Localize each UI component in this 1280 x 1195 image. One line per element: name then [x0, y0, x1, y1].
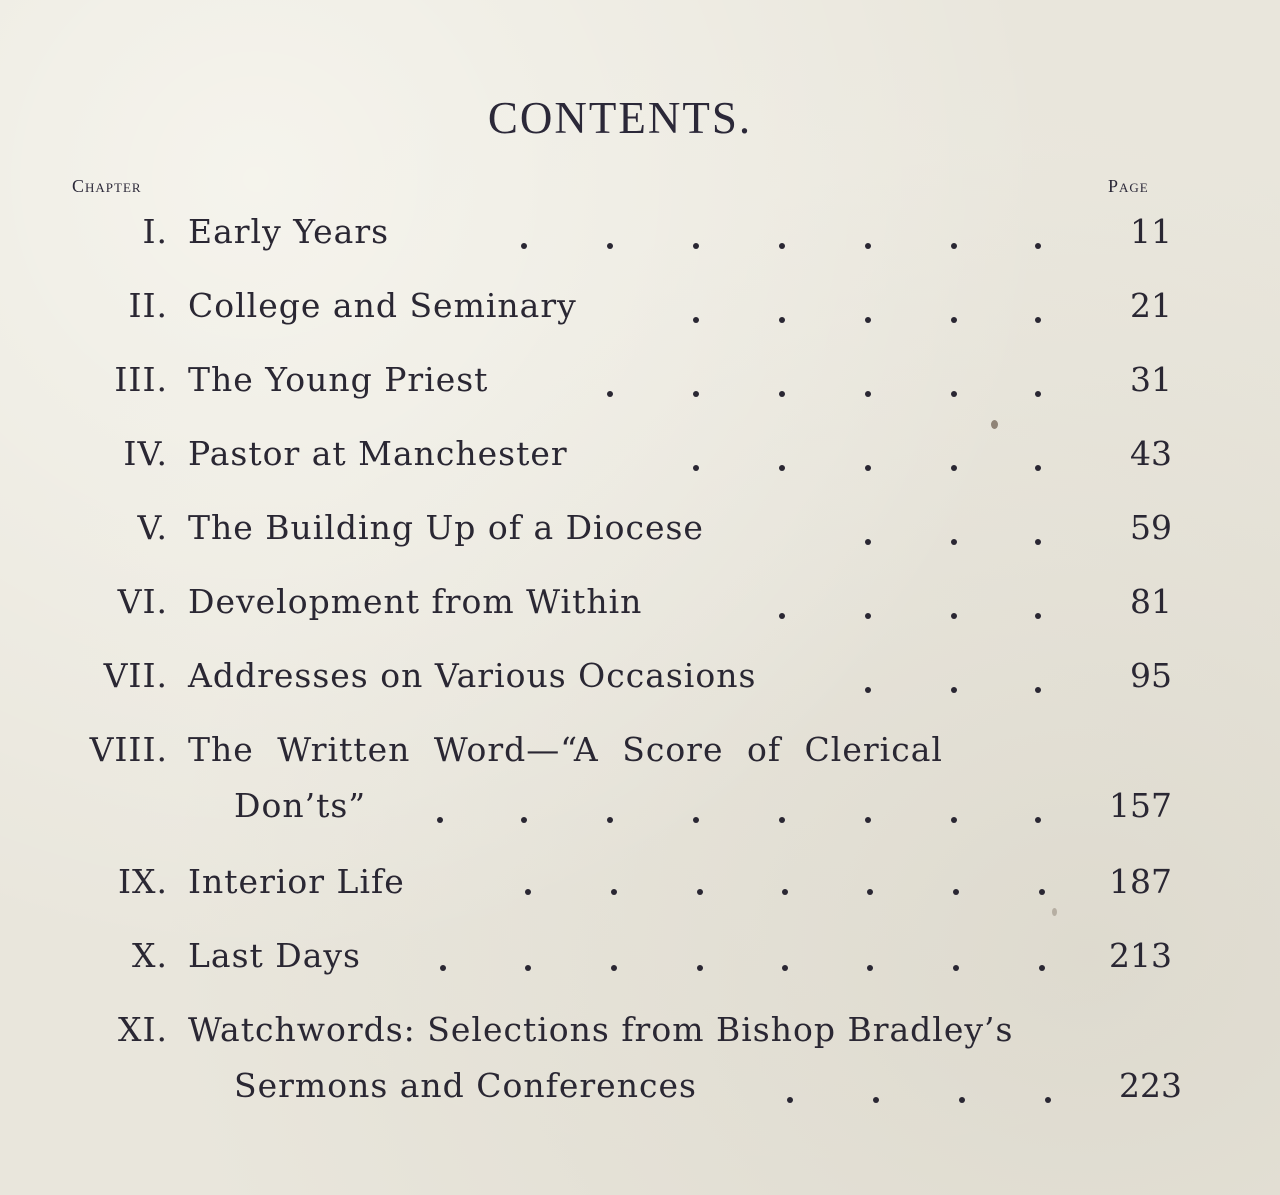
page-number: 11 — [1130, 212, 1172, 251]
leader-dot — [782, 965, 788, 971]
page-number: 43 — [1130, 434, 1172, 473]
leader-dot — [1035, 391, 1041, 397]
chapter-column-header: Chapter — [72, 176, 142, 196]
leader-dot — [693, 391, 699, 397]
chapter-title: Early Years — [188, 212, 390, 251]
chapter-numeral: VII. — [103, 656, 168, 695]
leader-dot — [611, 889, 617, 895]
leader-dot — [693, 465, 699, 471]
leader-dot — [959, 1097, 965, 1103]
chapter-title: Watchwords: Selections from Bishop Bradley’s — [188, 1010, 1014, 1049]
leader-dot — [1035, 317, 1041, 323]
chapter-title: Pastor at Manchester — [188, 434, 568, 473]
leader-dot — [440, 965, 446, 971]
chapter-numeral: V. — [137, 508, 168, 547]
leader-dot — [951, 817, 957, 823]
page-number: 95 — [1130, 656, 1172, 695]
leader-dot — [787, 1097, 793, 1103]
leader-dot — [951, 465, 957, 471]
leader-dot — [607, 391, 613, 397]
chapter-title: The Young Priest — [188, 360, 489, 399]
page-number: 213 — [1109, 936, 1172, 975]
leader-dot — [521, 243, 527, 249]
leader-dot — [951, 317, 957, 323]
chapter-numeral: X. — [132, 936, 168, 975]
leader-dot — [951, 243, 957, 249]
leader-dot — [867, 965, 873, 971]
leader-dot — [865, 817, 871, 823]
toc-entry[interactable] — [0, 360, 1280, 420]
toc-entry[interactable] — [0, 656, 1280, 716]
leader-dot — [697, 965, 703, 971]
toc-entry[interactable] — [0, 730, 1280, 840]
chapter-numeral: II. — [128, 286, 168, 325]
page-number: 81 — [1130, 582, 1172, 621]
page-number: 157 — [1109, 786, 1172, 825]
leader-dot — [951, 613, 957, 619]
leader-dot — [779, 317, 785, 323]
leader-dot — [951, 687, 957, 693]
toc-entry[interactable] — [0, 212, 1280, 272]
leader-dot — [693, 317, 699, 323]
page-column-header: Page — [1108, 176, 1149, 196]
chapter-title: Interior Life — [188, 862, 405, 901]
leader-dot — [1035, 243, 1041, 249]
toc-entry[interactable] — [0, 862, 1280, 922]
leader-dot — [865, 613, 871, 619]
leader-dot — [1035, 539, 1041, 545]
paper-speck — [1052, 908, 1057, 916]
chapter-numeral: IV. — [123, 434, 168, 473]
chapter-title: The Written Word—“A Score of Clerical — [188, 730, 943, 769]
leader-dot — [951, 391, 957, 397]
chapter-numeral: III. — [114, 360, 168, 399]
leader-dot — [1035, 465, 1041, 471]
chapter-numeral: XI. — [117, 1010, 168, 1049]
leader-dot — [779, 465, 785, 471]
page-number: 31 — [1130, 360, 1172, 399]
page-number: 223 — [1119, 1066, 1182, 1105]
chapter-numeral: VI. — [117, 582, 168, 621]
chapter-numeral: I. — [142, 212, 168, 251]
leader-dot — [867, 889, 873, 895]
leader-dot — [782, 889, 788, 895]
leader-dot — [525, 965, 531, 971]
leader-dot — [437, 817, 443, 823]
leader-dot — [1035, 687, 1041, 693]
leader-dot — [779, 613, 785, 619]
chapter-title: Last Days — [188, 936, 361, 975]
leader-dot — [611, 965, 617, 971]
chapter-numeral: IX. — [117, 862, 168, 901]
page-number: 21 — [1130, 286, 1172, 325]
chapter-title: College and Seminary — [188, 286, 577, 325]
leader-dot — [953, 965, 959, 971]
chapter-title-continued: Don’ts” — [234, 786, 367, 825]
toc-entry[interactable] — [0, 286, 1280, 346]
toc-entry[interactable] — [0, 434, 1280, 494]
leader-dot — [865, 539, 871, 545]
leader-dot — [1039, 889, 1045, 895]
chapter-title-continued: Sermons and Conferences — [234, 1066, 697, 1105]
page-number: 59 — [1130, 508, 1172, 547]
chapter-title: Addresses on Various Occasions — [188, 656, 757, 695]
leader-dot — [865, 243, 871, 249]
leader-dot — [779, 391, 785, 397]
toc-entry[interactable] — [0, 508, 1280, 568]
leader-dot — [865, 687, 871, 693]
leader-dot — [779, 817, 785, 823]
leader-dot — [693, 243, 699, 249]
leader-dot — [1035, 613, 1041, 619]
chapter-title: The Building Up of a Diocese — [188, 508, 704, 547]
toc-entry[interactable] — [0, 936, 1280, 996]
leader-dot — [873, 1097, 879, 1103]
leader-dot — [1039, 965, 1045, 971]
page-title: CONTENTS. — [487, 93, 753, 143]
leader-dot — [607, 817, 613, 823]
leader-dot — [865, 317, 871, 323]
leader-dot — [521, 817, 527, 823]
paper-speck — [991, 420, 998, 429]
leader-dot — [865, 465, 871, 471]
leader-dot — [1045, 1097, 1051, 1103]
leader-dot — [607, 243, 613, 249]
page-number: 187 — [1109, 862, 1172, 901]
toc-entry[interactable] — [0, 582, 1280, 642]
leader-dot — [1035, 817, 1041, 823]
leader-dot — [525, 889, 531, 895]
leader-dot — [779, 243, 785, 249]
leader-dot — [953, 889, 959, 895]
chapter-numeral: VIII. — [89, 730, 168, 769]
leader-dot — [697, 889, 703, 895]
chapter-title: Development from Within — [188, 582, 643, 621]
leader-dot — [693, 817, 699, 823]
toc-entry[interactable] — [0, 1010, 1280, 1120]
leader-dot — [865, 391, 871, 397]
leader-dot — [951, 539, 957, 545]
